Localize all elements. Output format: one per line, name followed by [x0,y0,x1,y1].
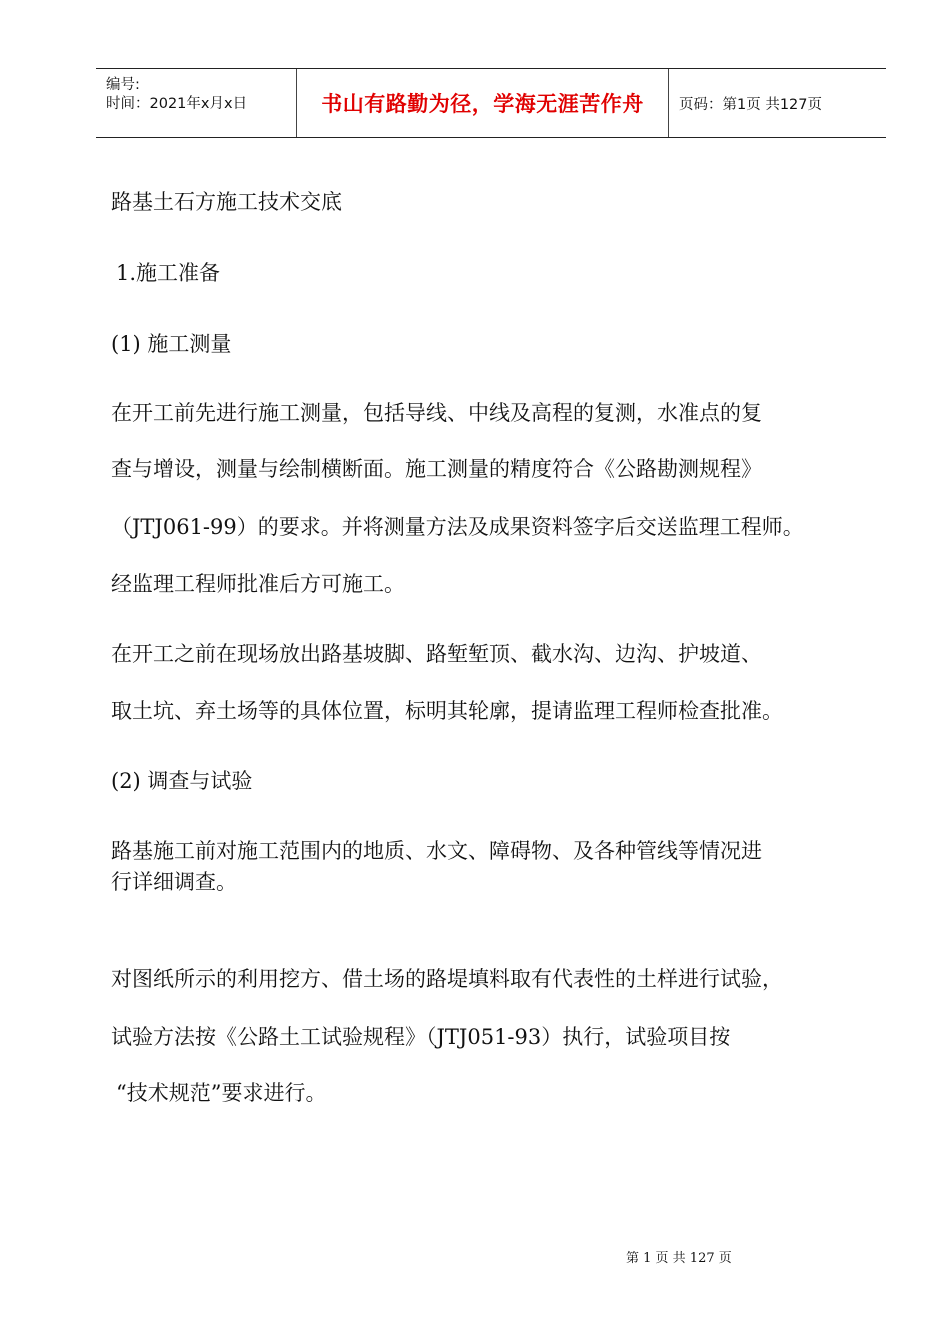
subsection-heading: (2) 调查与试验 [111,769,253,793]
header-divider [668,69,669,137]
paragraph-line: 路基施工前对施工范围内的地质、水文、障碍物、及各种管线等情况进 [111,839,762,863]
header-motto: 书山有路勤为径，学海无涯苦作舟 [321,92,644,116]
paragraph-line: 经监理工程师批准后方可施工。 [111,572,405,596]
paragraph-line: （JTJ061-99）的要求。并将测量方法及成果资料签字后交送监理工程师。 [111,515,804,539]
paragraph-line: 查与增设，测量与绘制横断面。施工测量的精度符合《公路勘测规程》 [111,457,762,481]
paragraph-line: “技术规范”要求进行。 [116,1081,327,1105]
document-title: 路基土石方施工技术交底 [111,190,342,214]
section-heading: 1.施工准备 [116,261,221,285]
paragraph-line: 在开工之前在现场放出路基坡脚、路堑堑顶、截水沟、边沟、护坡道、 [111,642,762,666]
paragraph-line: 对图纸所示的利用挖方、借土场的路堤填料取有代表性的土样进行试验， [111,967,783,991]
header-page-cell [670,69,886,137]
header-meta [96,69,296,137]
paragraph-line: 试验方法按《公路土工试验规程》（JTJ051-93）执行，试验项目按 [111,1025,731,1049]
paragraph-line: 取土坑、弃土场等的具体位置，标明其轮廓，提请监理工程师检查批准。 [111,699,783,723]
paragraph-line: 在开工前先进行施工测量，包括导线、中线及高程的复测，水准点的复 [111,401,762,425]
page-footer: 第 1 页 共 127 页 [626,1251,732,1266]
header-motto-cell [297,69,668,137]
document-code-label: 编号: [106,77,140,93]
header-page-info: 页码：第1页 共127页 [679,96,823,113]
paragraph-line: 行详细调查。 [111,870,237,894]
document-date: 时间：2021年x月x日 [106,96,248,112]
page-header [96,68,886,138]
subsection-heading: (1) 施工测量 [111,332,232,356]
